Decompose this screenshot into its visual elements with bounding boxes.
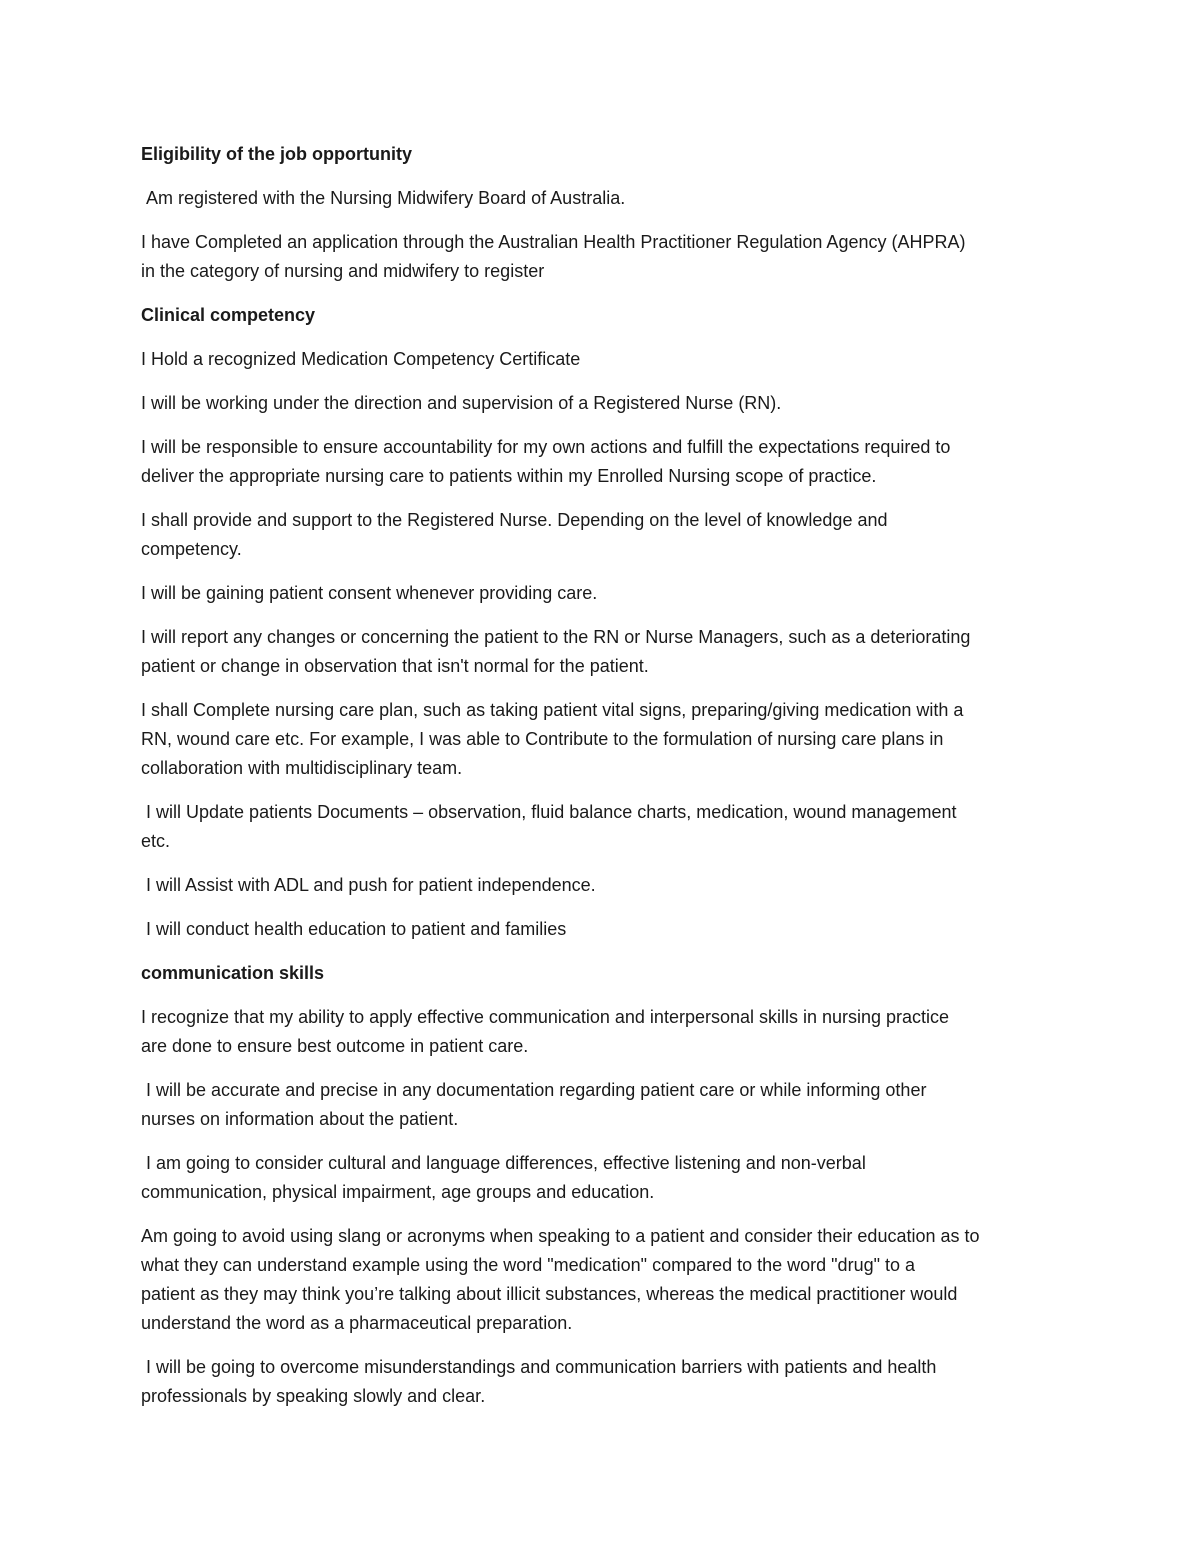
paragraph: I will be accurate and precise in any documentation regarding patient care or while informing other nurses on information about the patient. — [141, 1080, 927, 1129]
paragraph: I recognize that my ability to apply effective communication and interpersonal skills in nursing practice are done to ensure best outcome in patient care. — [141, 1007, 950, 1056]
paragraph: I will Update patients Documents – observation, fluid balance charts, medication, wound management etc. — [141, 802, 957, 851]
paragraph: I Hold a recognized Medication Competency Certificate — [141, 349, 581, 369]
paragraph: I will be gaining patient consent whenever providing care. — [141, 583, 598, 603]
paragraph: I shall provide and support to the Registered Nurse. Depending on the level of knowledge and competency. — [141, 510, 888, 559]
paragraph: I will conduct health education to patient and families — [141, 919, 567, 939]
paragraph: I will Assist with ADL and push for patient independence. — [141, 875, 596, 895]
paragraph: Am registered with the Nursing Midwifery Board of Australia. — [141, 188, 626, 208]
paragraph: I am going to consider cultural and language differences, effective listening and non-verbal communication, physical impairment, age groups and education. — [141, 1153, 866, 1202]
paragraph: I will report any changes or concerning the patient to the RN or Nurse Managers, such as a deteriorating patient or change in observation that isn't normal for the patient. — [141, 627, 971, 676]
paragraph: I will be responsible to ensure accountability for my own actions and fulfill the expectations required to deliver the appropriate nursing care to patients within my Enrolled Nursing scope of practice. — [141, 437, 951, 486]
section-heading-clinical-competency: Clinical competency — [141, 305, 316, 325]
document-body — [141, 140, 1061, 1426]
paragraph: I have Completed an application through the Australian Health Practitioner Regulation Agency (AHPRA) in the category of nursing and midwifery to register — [141, 232, 966, 281]
paragraph: I will be working under the direction and supervision of a Registered Nurse (RN). — [141, 393, 782, 413]
paragraph: I will be going to overcome misunderstandings and communication barriers with patients and health professionals by speaking slowly and clear. — [141, 1357, 937, 1406]
section-heading-eligibility: Eligibility of the job opportunity — [141, 144, 412, 164]
section-heading-communication-skills: communication skills — [141, 963, 325, 983]
paragraph: I shall Complete nursing care plan, such as taking patient vital signs, preparing/giving medication with a RN, wound care etc. For example, I was able to Contribute to the formulation of nursing care plans in collaboration with multidisciplinary team. — [141, 700, 964, 778]
paragraph: Am going to avoid using slang or acronyms when speaking to a patient and consider their education as to what they can understand example using the word "medication" compared to the word "drug" to a patient as they may think you’re talking about illicit substances, whereas the medical practitioner would understand the word as a pharmaceutical preparation. — [141, 1226, 980, 1333]
